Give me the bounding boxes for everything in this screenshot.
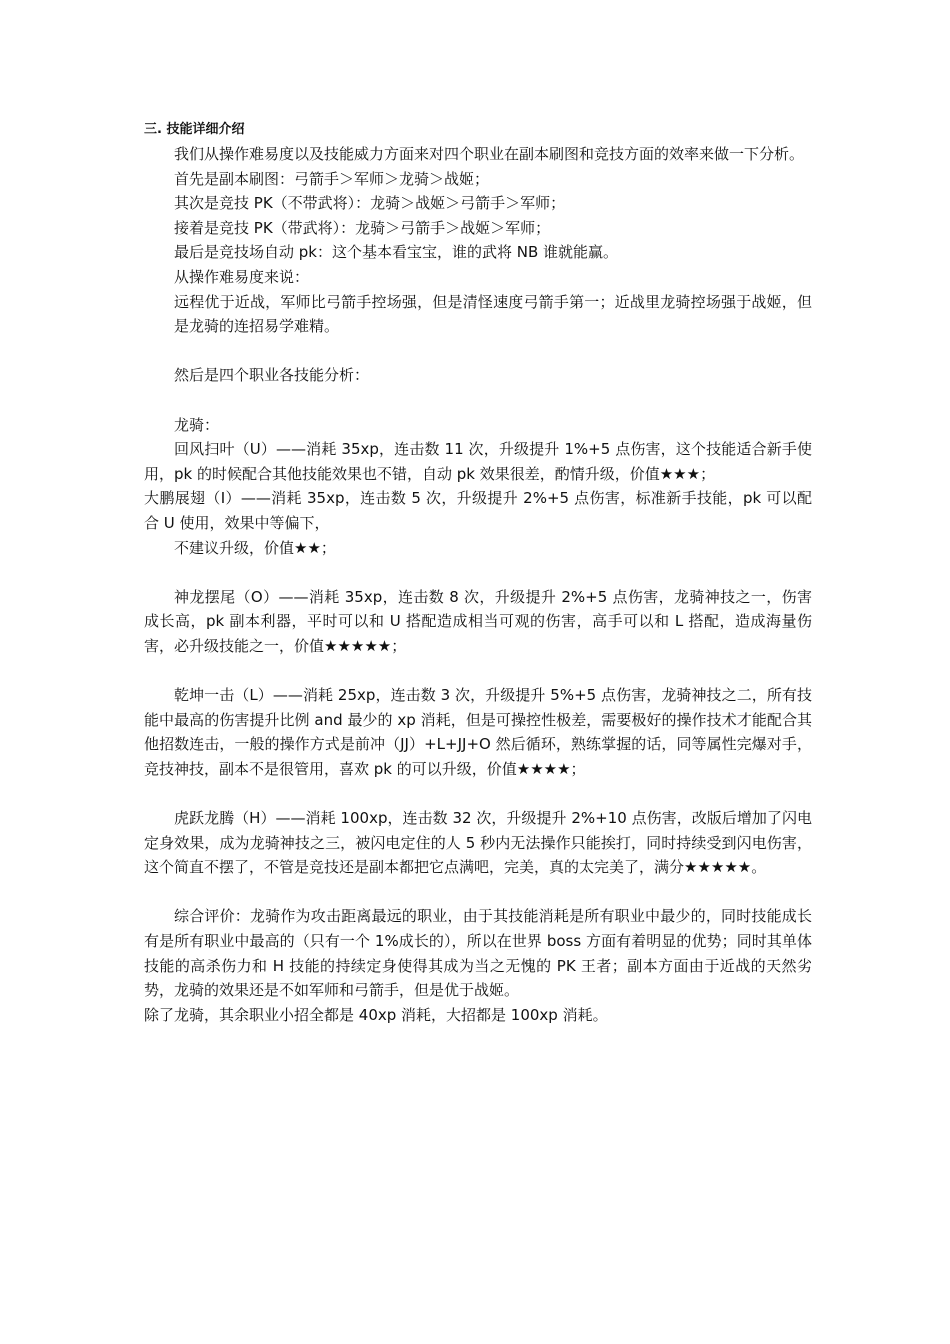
skill-i-text: 大鹏展翅（I）——消耗 35xp，连击数 5 次，升级提升 2%+5 点伤害，标准新手技能，pk 可以配合 U 使用，效果中等偏下， (144, 489, 812, 532)
dragon-summary: 综合评价：龙骑作为攻击距离最远的职业，由于其技能消耗是所有职业中最少的，同时技能成长有是所有职业中最高的（只有一个 1%成长的），所以在世界 boss 方面有着明显的优势；同时其单体技能的高杀伤力和 H 技能的持续定身使得其成为当之无愧的 PK 王者；副本方面由于近战的天然劣势，龙骑的效果还是不如军师和弓箭手，但是优于战姬。 (144, 907, 812, 1000)
footer-note: 除了龙骑，其余职业小招全都是 40xp 消耗，大招都是 100xp 消耗。 (144, 1005, 608, 1024)
blank-line (144, 658, 812, 683)
skill-o-text: 神龙摆尾（O）——消耗 35xp，连击数 8 次，升级提升 2%+5 点伤害，龙骑神技之一，伤害成长高，pk 副本利器，平时可以和 U 搭配造成相当可观的伤害，高手可以和 L 搭配，造成海量伤害，必升级技能之一，价值★★★★★； (144, 587, 812, 655)
blank-line (144, 339, 812, 364)
skill-u-text: 回风扫叶（U）——消耗 35xp，连击数 11 次，升级提升 1%+5 点伤害，这个技能适合新手使用，pk 的时候配合其他技能效果也不错，自动 pk 效果很差，酌情升级，价值★★★； (144, 440, 812, 483)
blank-line (144, 388, 812, 413)
skill-i-tail: 不建议升级，价值★★； (174, 538, 336, 557)
section-title: 三. 技能详细介绍 (144, 122, 245, 137)
analysis-heading: 然后是四个职业各技能分析： (174, 366, 370, 385)
ranking-pk-with-general: 接着是竞技 PK（带武将）：龙骑＞弓箭手＞战姬＞军师； (174, 218, 551, 237)
ranking-arena-auto: 最后是竞技场自动 pk：这个基本看宝宝，谁的武将 NB 谁就能赢。 (174, 243, 619, 262)
blank-line (144, 880, 812, 905)
dragon-heading: 龙骑： (174, 415, 220, 434)
difficulty-heading: 从操作难易度来说： (174, 267, 310, 286)
blank-line (144, 560, 812, 585)
skill-h-text: 虎跃龙腾（H）——消耗 100xp，连击数 32 次，升级提升 2%+10 点伤害，改版后增加了闪电定身效果，成为龙骑神技之三，被闪电定住的人 5 秒内无法操作只能挨打，同时持续受到闪电伤害，这个简直不摆了，不管是竞技还是副本都把它点满吧，完美，真的太完美了，满分★★★★★。 (144, 809, 812, 877)
ranking-pk-no-general: 其次是竞技 PK（不带武将）：龙骑＞战姬＞弓箭手＞军师； (174, 194, 566, 213)
ranking-dungeon: 首先是副本刷图：弓箭手＞军师＞龙骑＞战姬； (174, 169, 490, 188)
blank-line (144, 781, 812, 806)
difficulty-text: 远程优于近战，军师比弓箭手控场强，但是清怪速度弓箭手第一；近战里龙骑控场强于战姬，但是龙骑的连招易学难精。 (174, 292, 812, 336)
document-page (144, 118, 812, 1027)
intro-analysis: 我们从操作难易度以及技能威力方面来对四个职业在副本刷图和竞技方面的效率来做一下分析。 (174, 145, 805, 163)
skill-l-text: 乾坤一击（L）——消耗 25xp，连击数 3 次，升级提升 5%+5 点伤害，龙骑神技之二，所有技能中最高的伤害提升比例 and 最少的 xp 消耗，但是可操控性极差，需要极好的操作技术才能配合其他招数连击，一般的操作方式是前冲（JJ）+L+JJ+O 然后循环，熟练掌握的话，同等属性完爆对手，竞技神技，副本不是很管用，喜欢 pk 的可以升级，价值★★★★； (144, 686, 812, 778)
